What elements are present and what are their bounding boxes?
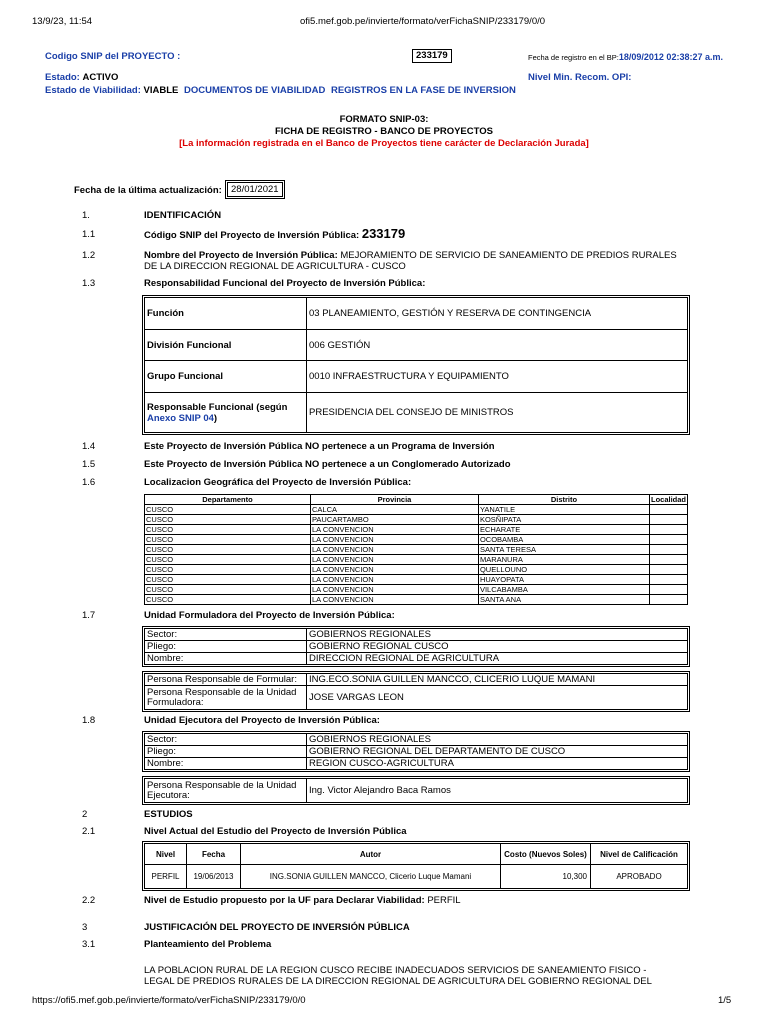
codigo-value: 233179 [361,226,406,241]
sec-2-title: ESTUDIOS [144,809,193,820]
estado-row [45,72,118,83]
sec-15-num: 1.5 [82,459,96,470]
table-row [145,629,688,641]
sec-15-text: Este Proyecto de Inversión Pública NO pertenece a un Conglomerado Autorizado [144,459,511,470]
table-cell: GOBIERNO REGIONAL CUSCO [307,641,688,653]
table-cell: GOBIERNO REGIONAL DEL DEPARTAMENTO DE CUSCO [307,746,688,758]
table-cell: Función [145,298,307,330]
table-row [145,565,688,575]
localizacion-table [144,494,688,605]
table-cell: 19/06/2013 [187,865,241,889]
sec-21-title: Nivel Actual del Estudio del Proyecto de Inversión Pública [144,826,407,837]
table-cell: APROBADO [591,865,688,889]
table-cell: ING.ECO.SONIA GUILLEN MANCCO, CLICERIO LUQUE MAMANI [307,674,688,686]
table-cell: GOBIERNOS REGIONALES [307,629,688,641]
table-cell [649,515,687,525]
fecha-registro [528,52,723,62]
sec-21-num: 2.1 [82,826,96,837]
table-row [145,779,688,803]
col-header: Nivel de Calificación [591,844,688,865]
fecha-registro-value: 18/09/2012 02:38:27 a.m. [618,52,723,62]
sec-3-num: 3 [82,922,88,933]
problema-text [144,965,652,987]
table-cell: 03 PLANEAMIENTO, GESTIÓN Y RESERVA DE CONTINGENCIA [307,298,688,330]
codigo-label: Código SNIP del Proyecto de Inversión Pública: [144,230,360,241]
sec-1-num: 1. [82,210,90,221]
table-cell: CUSCO [145,555,311,565]
sec-11-num: 1.1 [82,229,96,240]
table-cell: CUSCO [145,545,311,555]
table-cell: CUSCO [145,565,311,575]
table-cell: HUAYOPATA [478,575,649,585]
unidad-ejecutora-table [144,733,688,770]
table-row [145,585,688,595]
col-header: Localidad [650,495,686,504]
table-row [145,575,688,585]
table-cell: Persona Responsable de la Unidad Ejecutora: [145,779,307,803]
declaracion-notice: [La información registrada en el Banco de Proyectos tiene carácter de Declaración Jurada] [179,138,589,149]
sec-31-num: 3.1 [82,939,96,950]
table-cell: VILCABAMBA [478,585,649,595]
viabilidad-label: Estado de Viabilidad: [45,85,141,96]
table-cell: YANATILE [478,505,649,515]
col-header: Provincia [310,495,478,505]
table-row [145,298,688,330]
table-row [145,746,688,758]
table-cell: SANTA ANA [478,595,649,605]
table-cell: PRESIDENCIA DEL CONSEJO DE MINISTROS [307,393,688,433]
problema-line-1: LA POBLACION RURAL DE LA REGION CUSCO RECIBE INADECUADOS SERVICIOS DE SANEAMIENTO FISICO - [144,965,647,976]
table-cell: PAUCARTAMBO [310,515,478,525]
anexo-snip-link[interactable]: Anexo SNIP 04 [147,412,214,424]
estado-value: ACTIVO [82,72,119,83]
table-cell: ING.SONIA GUILLEN MANCCO, Clicerio Luque Mamani [241,865,501,889]
table-cell: CUSCO [145,585,311,595]
table-cell: LA CONVENCION [310,595,478,605]
table-cell: DIRECCION REGIONAL DE AGRICULTURA [307,653,688,665]
table-header-row [145,495,688,505]
table-cell: 0010 INFRAESTRUCTURA Y EQUIPAMIENTO [307,361,688,393]
table-cell: SANTA TERESA [478,545,649,555]
table-cell: LA CONVENCION [310,525,478,535]
estudios-table [144,843,688,889]
table-cell: ECHARATE [478,525,649,535]
table-cell [649,545,687,555]
viabilidad-row [45,85,516,96]
col-header: Costo (Nuevos Soles) [501,844,591,865]
table-cell: OCOBAMBA [478,535,649,545]
sec-14-text: Este Proyecto de Inversión Pública NO pertenece a un Programa de Inversión [144,441,495,452]
estado-label: Estado: [45,72,80,83]
registros-inversion-link[interactable]: REGISTROS EN LA FASE DE INVERSION [330,85,516,96]
table-row [145,361,688,393]
sec-22-row [144,895,461,906]
codigo-snip-value: 233179 [412,49,452,63]
table-cell: PERFIL [145,865,187,889]
table-row [145,734,688,746]
table-cell: División Funcional [145,330,307,361]
sec-16-num: 1.6 [82,477,96,488]
table-row [145,525,688,535]
nombre-value-2: DE LA DIRECCION REGIONAL DE AGRICULTURA - CUSCO [144,261,406,272]
sec-17-title: Unidad Formuladora del Proyecto de Inversión Pública: [144,610,395,621]
col-header: Distrito [478,495,649,505]
table-row [145,758,688,770]
table-row [145,555,688,565]
table-cell: GOBIERNOS REGIONALES [307,734,688,746]
table-cell: CUSCO [145,525,311,535]
sec-17-num: 1.7 [82,610,96,621]
sec-14-num: 1.4 [82,441,96,452]
table-row [145,653,688,665]
col-header: Autor [241,844,501,865]
table-cell: CUSCO [145,595,311,605]
table-cell: MARANURA [478,555,649,565]
table-cell: JOSE VARGAS LEON [307,686,688,710]
resp-close: ) [213,412,218,424]
viabilidad-value: VIABLE [143,85,179,96]
table-row [145,674,688,686]
table-row [145,545,688,555]
table-cell: CUSCO [145,505,311,515]
table-cell: LA CONVENCION [310,565,478,575]
table-cell: QUELLOUNO [478,565,649,575]
table-cell [649,595,687,605]
table-cell: Nombre: [145,653,307,665]
print-datetime: 13/9/23, 11:54 [32,16,93,27]
table-cell: Persona Responsable de la Unidad Formuladora: [145,686,307,710]
print-url-top: ofi5.mef.gob.pe/invierte/formato/verFichaSNIP/233179/0/0 [300,16,546,27]
table-cell: LA CONVENCION [310,545,478,555]
table-cell [649,585,687,595]
table-cell [145,393,307,433]
ultima-actualizacion-label: Fecha de la última actualización: [74,185,222,196]
unidad-formuladora-table [144,628,688,665]
print-url-bottom: https://ofi5.mef.gob.pe/invierte/formato/verFichaSNIP/233179/0/0 [32,995,306,1006]
nivel-propuesto-value: PERFIL [427,895,461,906]
resp-label: Responsable Funcional (según [147,401,288,413]
table-row [145,515,688,525]
table-row [145,330,688,361]
table-cell [649,565,687,575]
table-cell: Persona Responsable de Formular: [145,674,307,686]
codigo-snip-label: Codigo SNIP del PROYECTO : [45,51,181,62]
ultima-actualizacion-value: 28/01/2021 [227,182,283,197]
problema-line-2: LEGAL DE PREDIOS RURALES DE LA DIRECCION REGIONAL DE AGRICULTURA DEL GOBIERNO REGIONAL DEL [144,976,652,987]
sec-18-title: Unidad Ejecutora del Proyecto de Inversión Pública: [144,715,380,726]
table-cell: Pliego: [145,641,307,653]
sec-16-title: Localizacion Geográfica del Proyecto de Inversión Pública: [144,477,412,488]
sec-31-title: Planteamiento del Problema [144,939,272,950]
nivel-min-label: Nivel Min. Recom. OPI: [528,72,632,83]
col-header: Nivel [145,844,187,865]
table-cell: REGION CUSCO-AGRICULTURA [307,758,688,770]
sec-2-num: 2 [82,809,88,820]
ficha-title: FICHA DE REGISTRO - BANCO DE PROYECTOS [275,126,493,137]
table-cell: Sector: [145,629,307,641]
fecha-registro-label: Fecha de registro en el BP: [528,53,619,62]
responsables-formuladora-table [144,673,688,710]
sec-12-row [144,250,677,272]
sec-12-num: 1.2 [82,250,96,261]
table-cell: KOSÑIPATA [478,515,649,525]
nombre-label: Nombre del Proyecto de Inversión Pública: [144,250,338,261]
table-cell: LA CONVENCION [310,535,478,545]
table-row [145,865,688,889]
table-cell: CUSCO [145,535,311,545]
table-cell: LA CONVENCION [310,585,478,595]
table-cell [649,575,687,585]
table-cell [649,555,687,565]
col-header: Fecha [187,844,241,865]
responsable-ejecutora-table [144,778,688,803]
table-cell: CALCA [310,505,478,515]
table-cell: CUSCO [145,515,311,525]
table-row [145,535,688,545]
table-cell [649,535,687,545]
table-cell: Ing. Victor Alejandro Baca Ramos [307,779,688,803]
table-header-row [145,844,688,865]
table-cell: Nombre: [145,758,307,770]
table-row [145,686,688,710]
print-page-number: 1/5 [718,995,732,1006]
sec-3-title: JUSTIFICACIÓN DEL PROYECTO DE INVERSIÓN PÚBLICA [144,922,410,933]
table-row [145,595,688,605]
col-header: Departamento [145,495,311,505]
table-cell: Sector: [145,734,307,746]
table-cell: LA CONVENCION [310,575,478,585]
table-cell: Grupo Funcional [145,361,307,393]
table-cell: Pliego: [145,746,307,758]
table-cell [649,525,687,535]
nombre-value-1: MEJORAMIENTO DE SERVICIO DE SANEAMIENTO DE PREDIOS RURALES [340,250,677,261]
table-row [145,393,688,433]
table-cell: LA CONVENCION [310,555,478,565]
formato-title: FORMATO SNIP-03: [339,114,429,125]
table-cell [649,505,687,515]
sec-13-title: Responsabilidad Funcional del Proyecto de Inversión Pública: [144,278,426,289]
table-row [145,641,688,653]
table-cell: CUSCO [145,575,311,585]
documentos-viabilidad-link[interactable]: DOCUMENTOS DE VIABILIDAD [184,85,326,96]
sec-11-row [144,226,405,241]
table-cell: 10,300 [501,865,591,889]
table-row [145,505,688,515]
nivel-propuesto-label: Nivel de Estudio propuesto por la UF para Declarar Viabilidad: [144,895,425,906]
sec-13-num: 1.3 [82,278,96,289]
responsabilidad-table [144,297,688,433]
sec-22-num: 2.2 [82,895,96,906]
sec-1-title: IDENTIFICACIÓN [144,210,222,221]
sec-18-num: 1.8 [82,715,96,726]
table-cell: 006 GESTIÓN [307,330,688,361]
